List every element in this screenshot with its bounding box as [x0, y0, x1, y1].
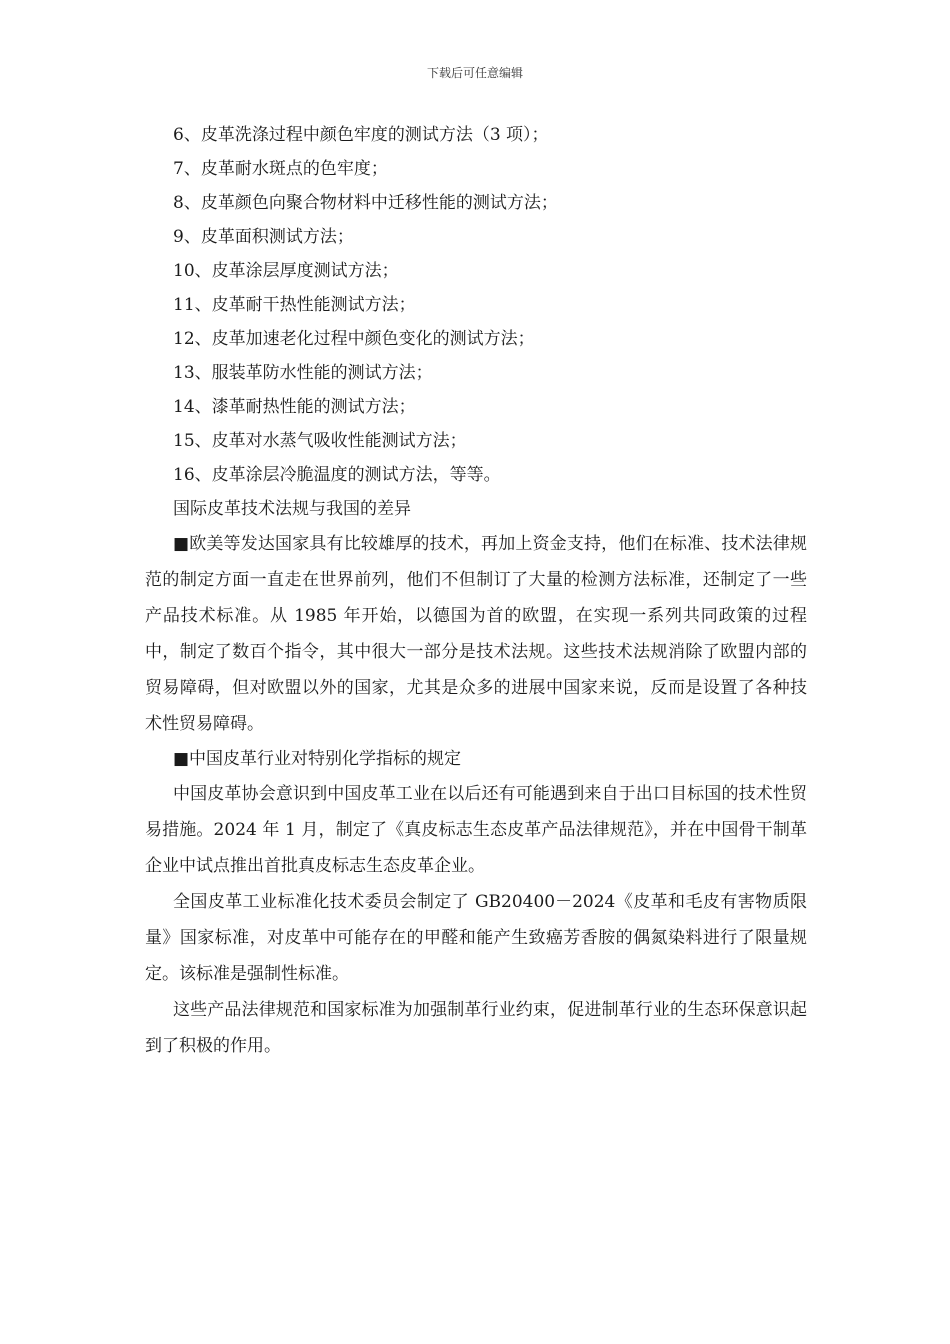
page-header: 下载后可任意编辑 — [426, 66, 523, 80]
list-item: 8、皮革颜色向聚合物材料中迁移性能的测试方法； — [173, 193, 558, 213]
document-body — [145, 118, 807, 1064]
list-item: 9、皮革面积测试方法； — [173, 227, 354, 247]
list-item: 16、皮革涂层冷脆温度的测试方法，等等。 — [173, 465, 501, 485]
list-item: 7、皮革耐水斑点的色牢度； — [173, 159, 388, 179]
list-item: 10、皮革涂层厚度测试方法； — [173, 261, 399, 281]
list-item: 13、服装革防水性能的测试方法； — [173, 363, 433, 383]
list-item: 12、皮革加速老化过程中颜色变化的测试方法； — [173, 329, 535, 349]
paragraph-china-association: 中国皮革协会意识到中国皮革工业在以后还有可能遇到来自于出口目标国的技术性贸易措施。2024 年 1 月，制定了《真皮标志生态皮革产品法律规范》，并在中国骨干制革企业中试点推出首批真皮标志生态皮革企业。 — [145, 784, 807, 876]
section-title: 国际皮革技术法规与我国的差异 — [173, 499, 411, 519]
list-item: 6、皮革洗涤过程中颜色牢度的测试方法（3 项）； — [173, 125, 549, 145]
subheading-china-standards: ■中国皮革行业对特别化学指标的规定 — [173, 749, 462, 769]
paragraph-eu-regulations: ■欧美等发达国家具有比较雄厚的技术，再加上资金支持，他们在标准、技术法律规范的制定方面一直走在世界前列，他们不但制订了大量的检测方法标准，还制定了一些产品技术标准。从 1985 年开始，以德国为首的欧盟，在实现一系列共同政策的过程中，制定了数百个指令，其中很大一部分是技术法规。这些技术法规消除了欧盟内部的贸易障碍，但对欧盟以外的国家，尤其是众多的进展中国家来说，反而是设置了各种技术性贸易障碍。 — [145, 534, 807, 734]
list-item: 14、漆革耐热性能的测试方法； — [173, 397, 416, 417]
list-item: 15、皮革对水蒸气吸收性能测试方法； — [173, 431, 467, 451]
paragraph-conclusion: 这些产品法律规范和国家标准为加强制革行业约束，促进制革行业的生态环保意识起到了积极的作用。 — [145, 1000, 807, 1056]
paragraph-national-standard: 全国皮革工业标准化技术委员会制定了 GB20400－2024《皮革和毛皮有害物质限量》国家标准，对皮革中可能存在的甲醛和能产生致癌芳香胺的偶氮染料进行了限量规定。该标准是强制性标准。 — [145, 892, 807, 984]
list-item: 11、皮革耐干热性能测试方法； — [173, 295, 416, 315]
